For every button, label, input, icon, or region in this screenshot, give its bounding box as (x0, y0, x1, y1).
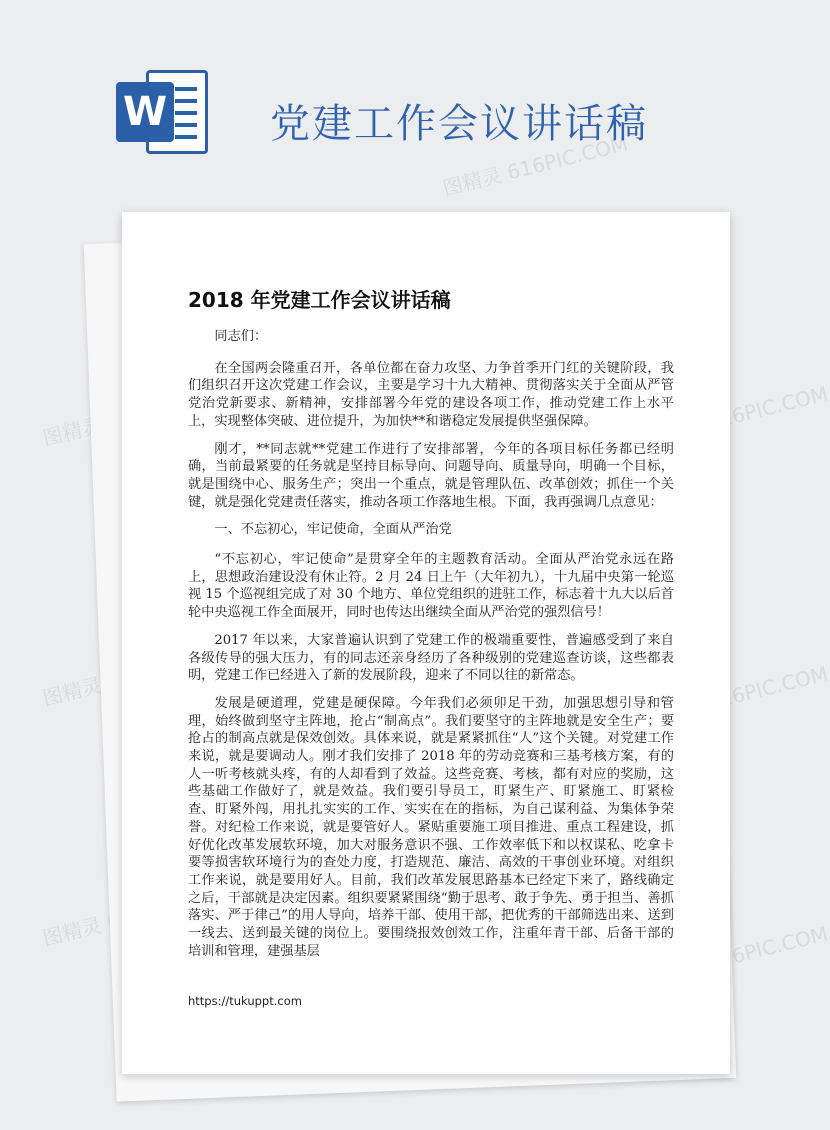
paragraph: 发展是硬道理，党建是硬保障。今年我们必须卯足干劲，加强思想引导和管理，始终做到坚守主阵地，抢占“制高点”。我们要坚守的主阵地就是安全生产；要抢占的制高点就是保效创效。具体来说，就是紧紧抓住“人”这个关键。对党建工作来说，就是要调动人。刚才我们安排了 2018 年的劳动竞赛和三基考核方案，有的人一听考核就头疼，有的人却看到了效益。这些竞赛、考核，都有对应的奖励，这些基础工作做好了，就是效益。我们要引导员工，盯紧生产、盯紧施工、盯紧检查、盯紧外闯，用扎扎实实的工作、实实在在的指标，为自己谋利益、为集体争荣誉。对纪检工作来说，就是要管好人。紧贴重要施工项目推进、重点工程建设，抓好优化改革发展软环境，加大对服务意识不强、工作效率低下和以权谋私、吃拿卡要等损害软环境行为的查处力度，打造规范、廉洁、高效的干事创业环境。对组织工作来说，就是要用好人。目前，我们改革发展思路基本已经定下来了，路线确定之后，干部就是决定因素。组织要紧紧围绕“勤于思考、敢于争先、勇于担当、善抓落实、严于律己”的用人导向，培养干部、使用干部，把优秀的干部筛选出来、送到一线去、送到最关键的岗位上。要围绕报效创效工作，注重年青干部、后备干部的培训和管理，建强基层 (188, 695, 674, 959)
greeting: 同志们： (214, 329, 268, 344)
watermark: 图精灵 616PIC.COM (440, 131, 631, 201)
page-title: 党建工作会议讲话稿 (270, 101, 648, 147)
paragraph: 2017 年以来，大家普遍认识到了党建工作的极端重要性，普遍感受到了来自各级传导的强大压力，有的同志还亲身经历了各种级别的党建巡查访谈，这些都表明，党建工作已经进入了新的发展阶段，迎来了不同以往的新常态。 (188, 632, 674, 684)
watermark: 图精灵 616PIC.COM (640, 381, 830, 451)
watermark: 图精灵 616PIC.COM (640, 661, 830, 731)
document-page (122, 212, 730, 1074)
watermark: 图精灵 (40, 672, 105, 711)
paragraph: 在全国两会隆重召开，各单位都在奋力攻坚、力争首季开门红的关键阶段，我们组织召开这次党建工作会议，主要是学习十九大精神、贯彻落实关于全面从严管党治党新要求、新精神，安排部署今年党的建设各项工作，推动党建工作上水平上，实现整体突破、进位提升，为加快**和谐稳定发展提供坚强保障。 (188, 360, 674, 429)
paragraph: “不忘初心，牢记使命”是贯穿全年的主题教育活动。全面从严治党永远在路上，思想政治建设没有休止符。2 月 24 日上午（大年初九），十九届中央第一轮巡视 15 个巡视组完成了对 30 个地方、单位党组织的进驻工作，标志着十九大以后首轮中央巡视工作全面展开，同时也传达出继续全面从严治党的强烈信号！ (188, 552, 674, 621)
footer-url: https://tukuppt.com (188, 994, 302, 1008)
page-header (0, 0, 800, 200)
word-icon (116, 62, 214, 162)
document-title: 2018 年党建工作会议讲话稿 (188, 288, 451, 312)
word-logo-letter: W (116, 82, 174, 142)
section-heading: 一、不忘初心，牢记使命，全面从严治党 (214, 522, 452, 538)
watermark: 图精灵 616PIC.COM (640, 921, 830, 991)
watermark: 图精灵 (40, 412, 105, 451)
document-body (188, 328, 674, 971)
paragraph: 刚才，**同志就**党建工作进行了安排部署，今年的各项目标任务都已经明确，当前最紧要的任务就是坚持目标导向、问题导向、质量导向，明确一个目标，就是围绕中心、服务生产；突出一个重点，就是管理队伍、改革创效；抓住一个关键，就是强化党建责任落实，推动各项工作落地生根。下面，我再强调几点意见： (188, 441, 674, 510)
watermark: 图精灵 (40, 912, 105, 951)
